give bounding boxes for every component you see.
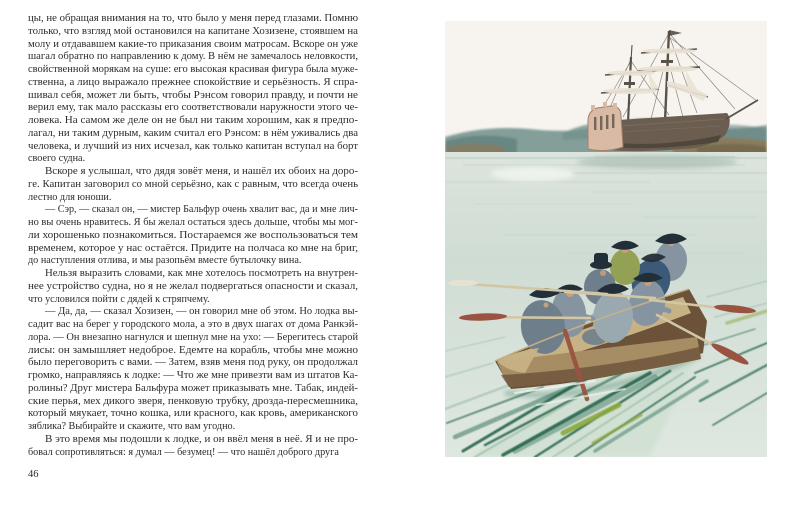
text-line: зяблика? Выбирайте и скажите, что вам угодно. bbox=[28, 421, 236, 432]
page-text-column bbox=[28, 13, 358, 459]
text-line: ге. Капитан заговорил со мной серьёзно, как с равным, что всегда очень bbox=[28, 178, 358, 190]
text-line: лисы: он замышляет недоброе. Едемте на корабль, чтобы мне можно bbox=[28, 344, 359, 356]
page-number: 46 bbox=[28, 469, 39, 480]
text-line: — Сэр, — сказал он, — мистер Бальфур очень хвалит вас, да и мне лич- bbox=[45, 204, 359, 216]
text-line: до наступления отлива, и мы разопьём вместе бутылочку вина. bbox=[28, 255, 302, 267]
text-line: человека, и лучший из них исчезал, как только капитан вступал на борт bbox=[28, 140, 359, 152]
text-line: но вы очень нравитесь. Я бы желал остаться здесь дольше, чтобы мы мог- bbox=[28, 217, 359, 228]
text-line: ственна, а лицо выражало прежнее спокойствие и серьёзность. Я спра- bbox=[28, 76, 359, 88]
text-line: шагал обратно по направлению к дому. В нём не замечалось неловкости, bbox=[28, 51, 359, 63]
text-line: садит вас на берег у городского мола, а это в двух шагах от дома Ранкэй- bbox=[28, 319, 358, 330]
light-water-patch bbox=[491, 167, 575, 181]
text-line: ловека. На самом же деле он не был ни таким хорошим, как я предпо- bbox=[28, 115, 359, 126]
illustration-canvas bbox=[445, 21, 767, 457]
foremast-top-platform bbox=[624, 82, 635, 85]
mainmast-top-platform bbox=[661, 60, 673, 63]
text-line: своего судна. bbox=[28, 153, 86, 165]
text-line: цы, не обращая внимания на то, что было у меня перед глазами. Помню bbox=[28, 13, 359, 24]
text-line: Нельзя выразить словами, как мне хотелось посмотреть на внутрен- bbox=[45, 268, 358, 279]
text-line: шивал себя, может ли быть, чтобы Рэнсом говорил правду, и почти не bbox=[28, 89, 358, 101]
text-line: громко, направляясь к лодке: — Что же мне привезти вам из штатов Ка- bbox=[28, 370, 358, 381]
text-line: нее устройство судна, но я не желал подвергаться опасности и сказал, bbox=[28, 280, 359, 292]
text-line: ли хорошенько познакомиться. Постараемся же воспользоваться тем bbox=[28, 229, 359, 241]
text-line: — Да, да, — сказал Хозизен, — он говорил мне об этом. Но лодка вы- bbox=[45, 306, 358, 318]
stern-castle bbox=[588, 102, 623, 151]
text-line: бовал сопротивляться: я думал — безумец! — что нашёл доброго друга bbox=[28, 446, 339, 458]
text-line: молу и отдававшем какие-то приказания своим матросам. Вскоре он уже bbox=[28, 38, 358, 50]
text-line: было переговорить с вами. — Затем, взяв меня под руку, он продолжал bbox=[28, 357, 358, 369]
text-line: ские перья, мех дикого зверя, пенковую трубку, дрозда-пересмешника, bbox=[28, 395, 358, 407]
text-line: лагал, ни таким дурным, каким считал его Рэнсом: в нём уживались два bbox=[28, 127, 359, 139]
text-line: В это время мы подошли к лодке, и он ввёл меня в неё. Я и не про- bbox=[45, 433, 358, 445]
text-line: который мяукает, точно кошка, или красного, как кровь, американского bbox=[28, 408, 358, 420]
text-line: лестно для юноши. bbox=[28, 191, 112, 203]
text-line: только, что взгляд мой остановился на капитане Хозизене, стоявшем на bbox=[28, 25, 358, 37]
illustration bbox=[445, 21, 767, 457]
text-line: Вскоре я услышал, что дядя зовёт меня, и нашёл их обоих на доро- bbox=[45, 166, 359, 177]
text-line: свойственной морякам на суше: его высокая красивая фигура была муже- bbox=[28, 64, 359, 75]
text-line: ролины? Друг мистера Бальфура может приказывать мне. Табак, индей- bbox=[28, 382, 359, 394]
text-line: что условился пойти с дядей к стряпчему. bbox=[28, 293, 210, 305]
text-line: временем, которое у нас остаётся. Придите на полчаса ко мне на бриг, bbox=[28, 242, 358, 254]
text-line: верил ему, так мало рассказы его соответствовали наружности этого че- bbox=[28, 102, 358, 114]
text-line: лора. — Он внезапно нагнулся и шепнул мне на ухо: — Берегитесь старой bbox=[28, 331, 359, 343]
